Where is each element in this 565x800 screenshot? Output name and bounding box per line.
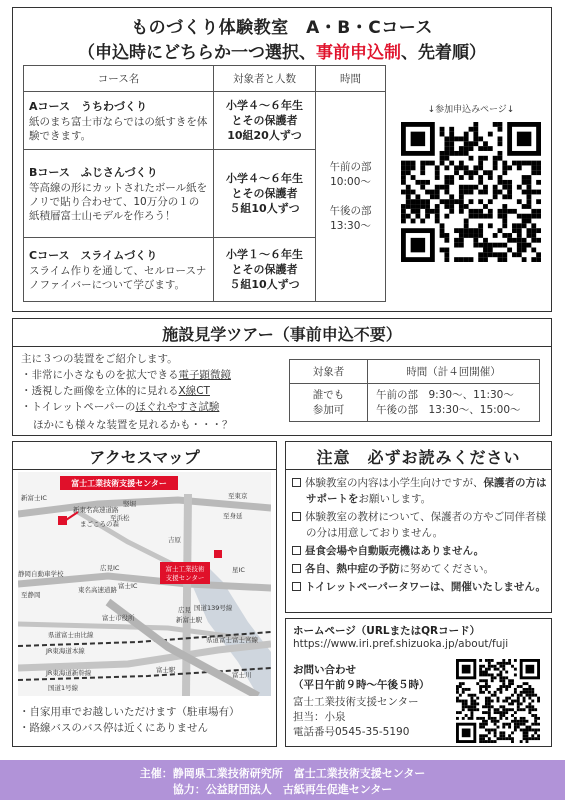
map-label: 星IC <box>232 566 245 574</box>
tour-device-list <box>21 367 231 415</box>
tour-who: 誰でも 参加可 <box>290 384 368 422</box>
map-label: 県道富士由比線 <box>48 631 94 639</box>
footer-organizer: 主催：静岡県工業技術研究所 富士工業技術支援センター <box>139 767 426 780</box>
access-section <box>12 441 277 747</box>
map-label: 竪堀 <box>123 500 136 508</box>
map-label: 広見 <box>178 606 191 614</box>
map-label: 静岡自動車学校 <box>18 570 64 578</box>
map-label: 新富士駅 <box>176 616 202 624</box>
subtitle-reservation: 事前申込制 <box>316 43 401 63</box>
tour-intro: 主に３つの装置をご紹介します。 <box>21 353 178 365</box>
checkbox-icon <box>292 478 301 487</box>
map-label: 東名高速道路 <box>78 586 117 594</box>
list-item: ・路線バスのバス停は近くにありません <box>19 722 208 734</box>
header-time: 時間（計４回開催） <box>368 360 540 384</box>
access-notes <box>19 704 240 736</box>
contact-section <box>285 618 552 747</box>
access-title: アクセスマップ <box>89 448 200 467</box>
checkbox-icon <box>292 564 301 573</box>
course-c-desc: スライム作りを通して、セルロースナノファイバーについて学びます。 <box>29 265 207 291</box>
header-who: 対象者 <box>290 360 368 384</box>
map-label: 至身延 <box>223 512 243 520</box>
map-label: 吉原 <box>168 536 181 544</box>
map-label: 富士市役所 <box>102 614 135 622</box>
homepage-label: ホームページ（URLまたはQRコード） <box>293 625 481 637</box>
notice-list <box>292 475 547 597</box>
course-a-target: 小学４～６年生 とその保護者 10組20人ずつ <box>214 92 316 150</box>
notice-title: 注意 必ずお読みください <box>316 448 521 467</box>
map-label: 国道139号線 <box>194 604 233 612</box>
subtitle-pre: （申込時にどちらか一つ選択、 <box>78 43 316 63</box>
course-b-name: Bコース ふじさんづくり <box>29 166 158 179</box>
footer-cooperation: 協力：公益財団法人 古紙再生促進センター <box>172 783 393 796</box>
map-label: 至浜松 <box>110 514 130 522</box>
divider <box>13 346 551 347</box>
list-item: 各自、熱中症の予防に努めてください。 <box>292 561 547 577</box>
table-row <box>24 92 386 150</box>
map-label: 至静岡 <box>21 591 41 599</box>
notice-section <box>285 441 552 613</box>
contact-details: 富士工業技術支援センター 担当：小泉 電話番号0545-35-5190 <box>293 696 419 738</box>
header-course: コース名 <box>24 66 214 92</box>
tour-title: 施設見学ツアー（事前申込不要） <box>162 325 402 344</box>
tour-times: 午前の部 9:30～、11:30～ 午後の部 13:30～、15:00～ <box>368 384 540 422</box>
device-link: ほぐれやすさ試験 <box>135 401 220 413</box>
device-link: X線CT <box>178 385 210 397</box>
footer <box>0 760 565 800</box>
list-item: ・自家用車でお越しいただけます（駐車場有） <box>19 706 240 718</box>
map-center-small-2: 支援センター <box>165 574 205 582</box>
map-label: 広見IC <box>100 564 120 572</box>
classroom-subtitle <box>13 38 551 63</box>
tour-section <box>12 318 552 436</box>
classroom-section <box>12 7 552 312</box>
course-time: 午前の部 10:00～ 午後の部 13:30～ <box>316 92 386 302</box>
divider <box>286 469 551 470</box>
map-label: 県道富士富士宮線 <box>206 636 258 644</box>
list-item: トイレットペーパータワーは、開催いたしません。 <box>292 579 547 595</box>
header-time: 時間 <box>316 66 386 92</box>
map-center-label: 富士工業技術支援センター <box>71 479 167 488</box>
course-b-desc: 等高線の形にカットされたボール紙をノリで貼り合わせて、10万分の１の紙積層富士山モデルを作ろう！ <box>29 182 208 222</box>
list-item: ・トイレットペーパーのほぐれやすさ試験 <box>21 401 220 413</box>
course-a-desc: 紙のまち富士市ならではの紙すきを体験できます。 <box>29 116 208 142</box>
course-c-name: Cコース スライムづくり <box>29 249 158 262</box>
map-label: 国道1号線 <box>48 684 79 692</box>
list-item: ・透視した画像を立体的に見れるX線CT <box>21 385 210 397</box>
divider <box>13 469 276 470</box>
map-label: 富士駅 <box>156 666 176 674</box>
list-item: ・非常に小さなものを拡大できる電子顕微鏡 <box>21 369 231 381</box>
list-item: 体験教室の内容は小学生向けですが、保護者の方はサポートをお願いします。 <box>292 475 547 507</box>
map-label: まごころの森 <box>80 520 119 528</box>
list-item: 体験教室の教材について、保護者の方やご同伴者様の分は用意しておりません。 <box>292 509 547 541</box>
course-table <box>23 65 386 302</box>
access-map <box>18 472 271 696</box>
subtitle-post: 、先着順） <box>401 43 486 63</box>
map-label: 新東名高速道路 <box>73 506 119 514</box>
course-b-target: 小学４～６年生 とその保護者 ５組10人ずつ <box>214 150 316 238</box>
map-label: 新富士IC <box>21 494 47 502</box>
course-c-target: 小学１～６年生 とその保護者 ５組10人ずつ <box>214 238 316 302</box>
homepage-qr-code-icon[interactable] <box>456 659 540 743</box>
checkbox-icon <box>292 512 301 521</box>
header-target: 対象者と人数 <box>214 66 316 92</box>
contact-title: お問い合わせ （平日午前９時～午後５時） <box>293 664 430 691</box>
tour-table <box>289 359 540 422</box>
classroom-title: ものづくり体験教室 A・B・Cコース <box>131 18 433 38</box>
device-link: 電子顕微鏡 <box>178 369 231 381</box>
homepage-url[interactable]: https://www.iri.pref.shizuoka.jp/about/fuji <box>293 638 509 650</box>
map-label: 富士川 <box>232 671 252 679</box>
application-qr-code-icon[interactable] <box>401 122 541 262</box>
map-label: JR東海道本線 <box>46 647 85 655</box>
map-label: 富士IC <box>118 582 138 590</box>
checkbox-icon <box>292 582 301 591</box>
map-label: JR東海道新幹線 <box>46 669 92 677</box>
tour-more: ほかにも様々な装置を見れるかも・・・？ <box>33 419 233 431</box>
map-label: 至東京 <box>228 492 248 500</box>
list-item: 昼食会場や自動販売機はありません。 <box>292 543 547 559</box>
qr-label: ↓参加申込みページ↓ <box>427 105 515 115</box>
map-center-small-1: 富士工業技術 <box>165 565 205 573</box>
checkbox-icon <box>292 546 301 555</box>
course-a-name: Aコース うちわづくり <box>29 100 147 113</box>
